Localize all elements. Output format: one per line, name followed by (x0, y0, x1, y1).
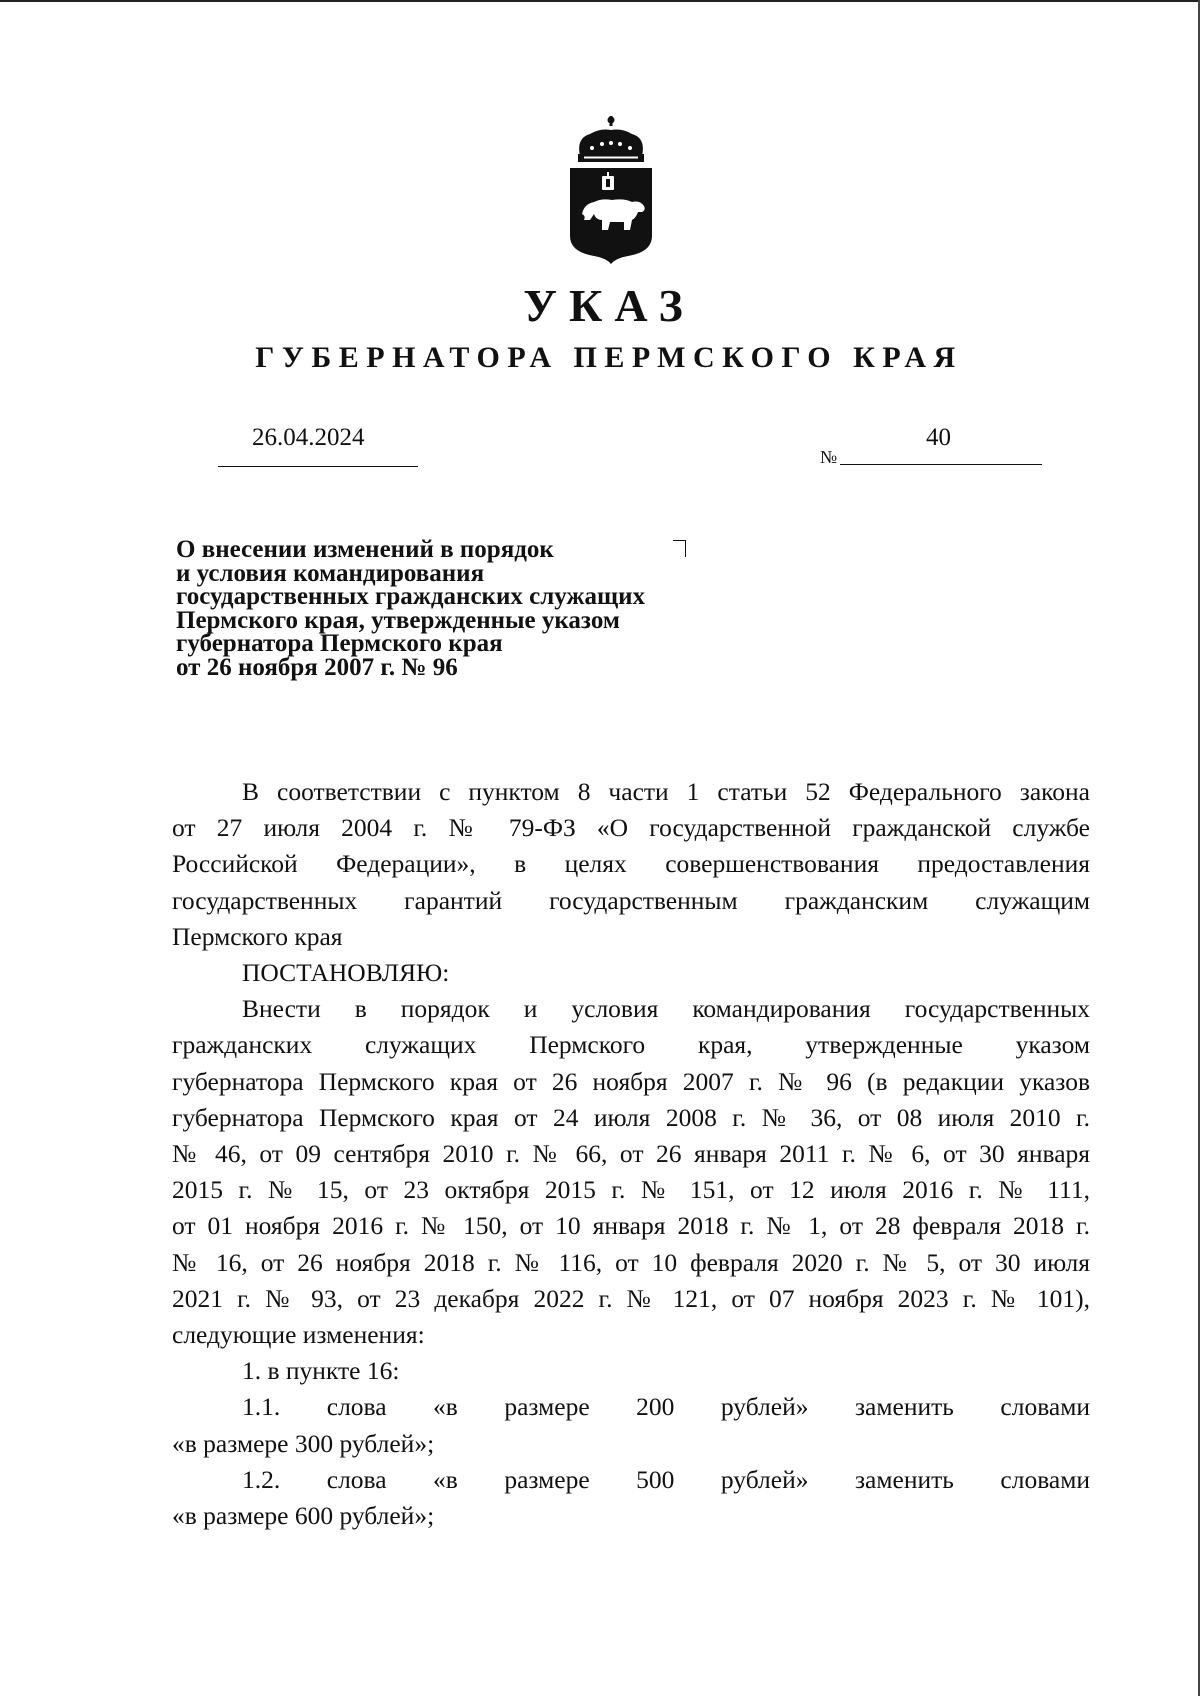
perm-krai-coat-of-arms-icon (566, 114, 656, 264)
item-1: 1. в пункте 16: (242, 1356, 400, 1386)
heading-line: О внесении изменений в порядок (176, 536, 554, 563)
main-line: губернатора Пермского края от 24 июля 2008 г. № 36, от 08 июля 2010 г. (172, 1102, 1090, 1132)
scan-edge-top (0, 0, 1200, 2)
item-1-1-line: «в размере 300 рублей»; (172, 1428, 435, 1458)
preamble-line: Российской Федерации», в целях совершенствования предоставления (172, 849, 1090, 879)
number-sign: № (820, 447, 838, 467)
preamble-line: от 27 июля 2004 г. № 79-ФЗ «О государственной гражданской службе (172, 813, 1090, 843)
document-date: 26.04.2024 (252, 424, 365, 451)
heading-line: и условия командирования (176, 559, 485, 587)
document-heading (176, 538, 736, 679)
item-1-2-line: «в размере 600 рублей»; (172, 1501, 435, 1531)
preamble-line: В соответствии с пунктом 8 части 1 статьи 52 Федерального закона (242, 777, 1090, 806)
heading-line: губернатора Пермского края (176, 630, 503, 657)
main-line: 2015 г. № 15, от 23 октября 2015 г. № 151, от 12 июля 2016 г. № 111, (172, 1175, 1090, 1205)
preamble-line: государственных гарантий государственным гражданским служащим (172, 885, 1090, 915)
preamble-line: Пермского края (172, 921, 343, 951)
main-line: от 01 ноября 2016 г. № 150, от 10 января 2018 г. № 1, от 28 февраля 2018 г. (172, 1211, 1090, 1241)
item-1-1-line: 1.1. слова «в размере 200 рублей» заменить словами (242, 1392, 1090, 1422)
date-underline (218, 466, 418, 467)
document-subtitle: ГУБЕРНАТОРА ПЕРМСКОГО КРАЯ (255, 341, 963, 374)
main-line: Внести в порядок и условия командирования государственных (242, 994, 1090, 1024)
heading-line: от 26 ноября 2007 г. № 96 (176, 653, 458, 681)
main-line: гражданских служащих Пермского края, утвержденные указом (172, 1030, 1090, 1060)
heading-line: государственных гражданских служащих (176, 583, 646, 610)
main-line: № 46, от 09 сентября 2010 г. № 66, от 26 января 2011 г. № 6, от 30 января (172, 1139, 1090, 1169)
main-line: следующие изменения: (172, 1320, 425, 1350)
item-1-2-line: 1.2. слова «в размере 500 рублей» заменить словами (242, 1464, 1090, 1494)
main-line: 2021 г. № 93, от 23 декабря 2022 г. № 121, от 07 ноября 2023 г. № 101), (172, 1283, 1090, 1313)
decree-word: ПОСТАНОВЛЯЮ: (242, 958, 450, 988)
document-number: 40 (926, 424, 951, 451)
number-underline (840, 464, 1042, 465)
document-body (172, 774, 1090, 1534)
main-line: губернатора Пермского края от 26 ноября 2007 г. № 96 (в редакции указов (172, 1066, 1090, 1096)
heading-line: Пермского края, утвержденные указом (176, 606, 620, 634)
document-title: УКАЗ (523, 280, 695, 331)
main-line: № 16, от 26 ноября 2018 г. № 116, от 10 февраля 2020 г. № 5, от 30 июля (172, 1247, 1090, 1277)
